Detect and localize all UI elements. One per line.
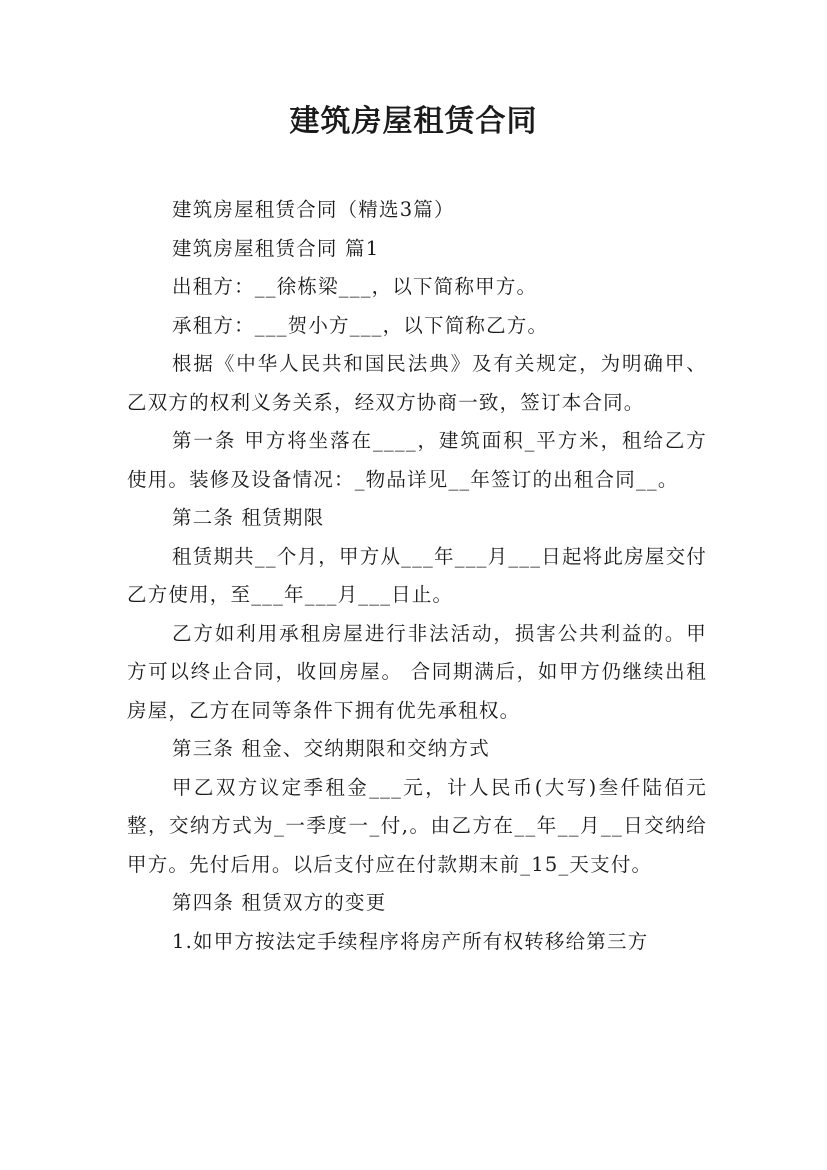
lessee-paragraph: 承租方：___贺小方___，以下简称乙方。	[172, 313, 549, 337]
subtitle-paragraph: 建筑房屋租赁合同（精选3篇）	[172, 198, 455, 221]
preamble-paragraph: 根据《中华人民共和国民法典》及有关规定，为明确甲、乙双方的权利义务关系，经双方协商一致，签订本合同。	[127, 352, 707, 414]
section-heading: 建筑房屋租赁合同 篇1	[172, 236, 380, 260]
lease-term-paragraph: 租赁期共__个月，甲方从___年___月___日起将此房屋交付乙方使用，至___年___月___日止。	[127, 544, 707, 606]
transfer-paragraph: 1.如甲方按法定手续程序将房产所有权转移给第三方	[172, 929, 649, 953]
lessor-paragraph: 出租方：__徐栋梁___，以下简称甲方。	[172, 275, 538, 298]
rent-paragraph: 甲乙双方议定季租金___元，计人民币(大写)叁仟陆佰元整，交纳方式为_一季度一_付,。由乙方在__年__月__日交纳给甲方。先付后用。以后支付应在付款期末前_15_天支付。	[127, 775, 707, 876]
article-3-heading: 第三条 租金、交纳期限和交纳方式	[172, 737, 490, 760]
article-2-heading: 第二条 租赁期限	[172, 506, 325, 529]
document-body	[127, 191, 707, 961]
termination-paragraph: 乙方如利用承租房屋进行非法活动，损害公共利益的。甲方可以终止合同，收回房屋。 合同期满后，如甲方仍继续出租房屋，乙方在同等条件下拥有优先承租权。	[127, 621, 707, 722]
article-4-heading: 第四条 租赁双方的变更	[172, 891, 387, 914]
article-1-paragraph: 第一条 甲方将坐落在____，建筑面积_平方米，租给乙方使用。装修及设备情况：_物品详见__年签订的出租合同__。	[127, 429, 707, 491]
document-title: 建筑房屋租赁合同	[289, 104, 538, 139]
